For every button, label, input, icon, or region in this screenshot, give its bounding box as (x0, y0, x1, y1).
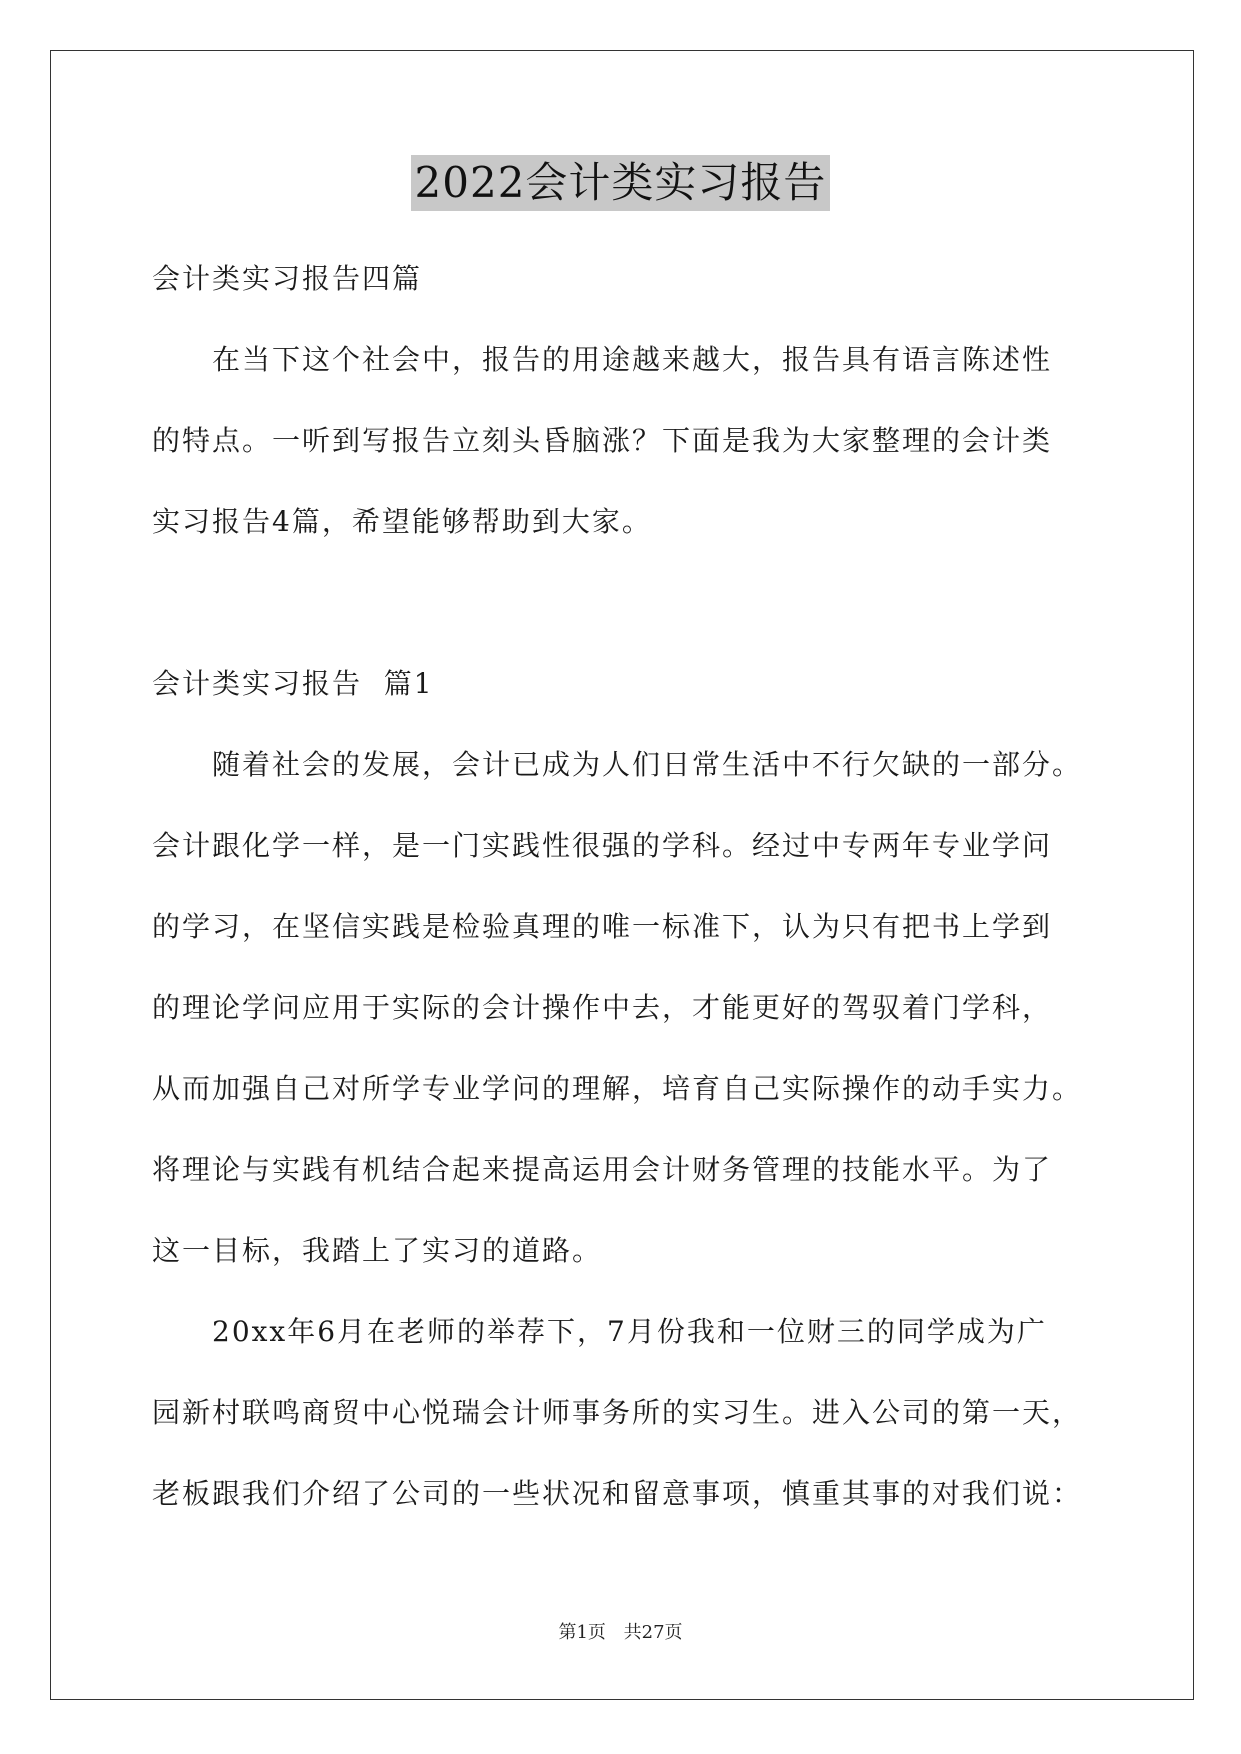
paragraph-line: 这一目标，我踏上了实习的道路。 (152, 1234, 603, 1267)
document-title: 2022会计类实习报告 (411, 155, 831, 211)
intro-line: 的特点。一听到写报告立刻头昏脑涨？下面是我为大家整理的会计类 (152, 424, 1053, 457)
paragraph-line: 从而加强自己对所学专业学问的理解，培育自己实际操作的动手实力。 (152, 1072, 1083, 1105)
intro-line: 在当下这个社会中，报告的用途越来越大，报告具有语言陈述性 (212, 343, 1053, 376)
section-heading: 会计类实习报告 篇1 (152, 667, 434, 700)
page-number: 第1页 (558, 1622, 606, 1643)
title-container (0, 155, 1241, 211)
page-footer (0, 1618, 1241, 1644)
paragraph-line: 的理论学问应用于实际的会计操作中去，才能更好的驾驭着门学科， (152, 991, 1053, 1024)
spacer (152, 562, 1092, 643)
paragraph-line: 会计跟化学一样，是一门实践性很强的学科。经过中专两年专业学问 (152, 829, 1053, 862)
subtitle: 会计类实习报告四篇 (152, 262, 423, 295)
paragraph-line: 的学习，在坚信实践是检验真理的唯一标准下，认为只有把书上学到 (152, 910, 1053, 943)
paragraph-line: 20xx年6月在老师的举荐下，7月份我和一位财三的同学成为广 (212, 1315, 1047, 1348)
intro-line: 实习报告4篇，希望能够帮助到大家。 (152, 505, 652, 538)
paragraph-line: 随着社会的发展，会计已成为人们日常生活中不行欠缺的一部分。 (212, 748, 1083, 781)
page-total: 共27页 (623, 1622, 683, 1643)
document-body (152, 238, 1092, 1534)
paragraph-line: 将理论与实践有机结合起来提高运用会计财务管理的技能水平。为了 (152, 1153, 1053, 1186)
paragraph-line: 园新村联鸣商贸中心悦瑞会计师事务所的实习生。进入公司的第一天， (152, 1396, 1083, 1429)
paragraph-line: 老板跟我们介绍了公司的一些状况和留意事项，慎重其事的对我们说： (152, 1477, 1083, 1510)
